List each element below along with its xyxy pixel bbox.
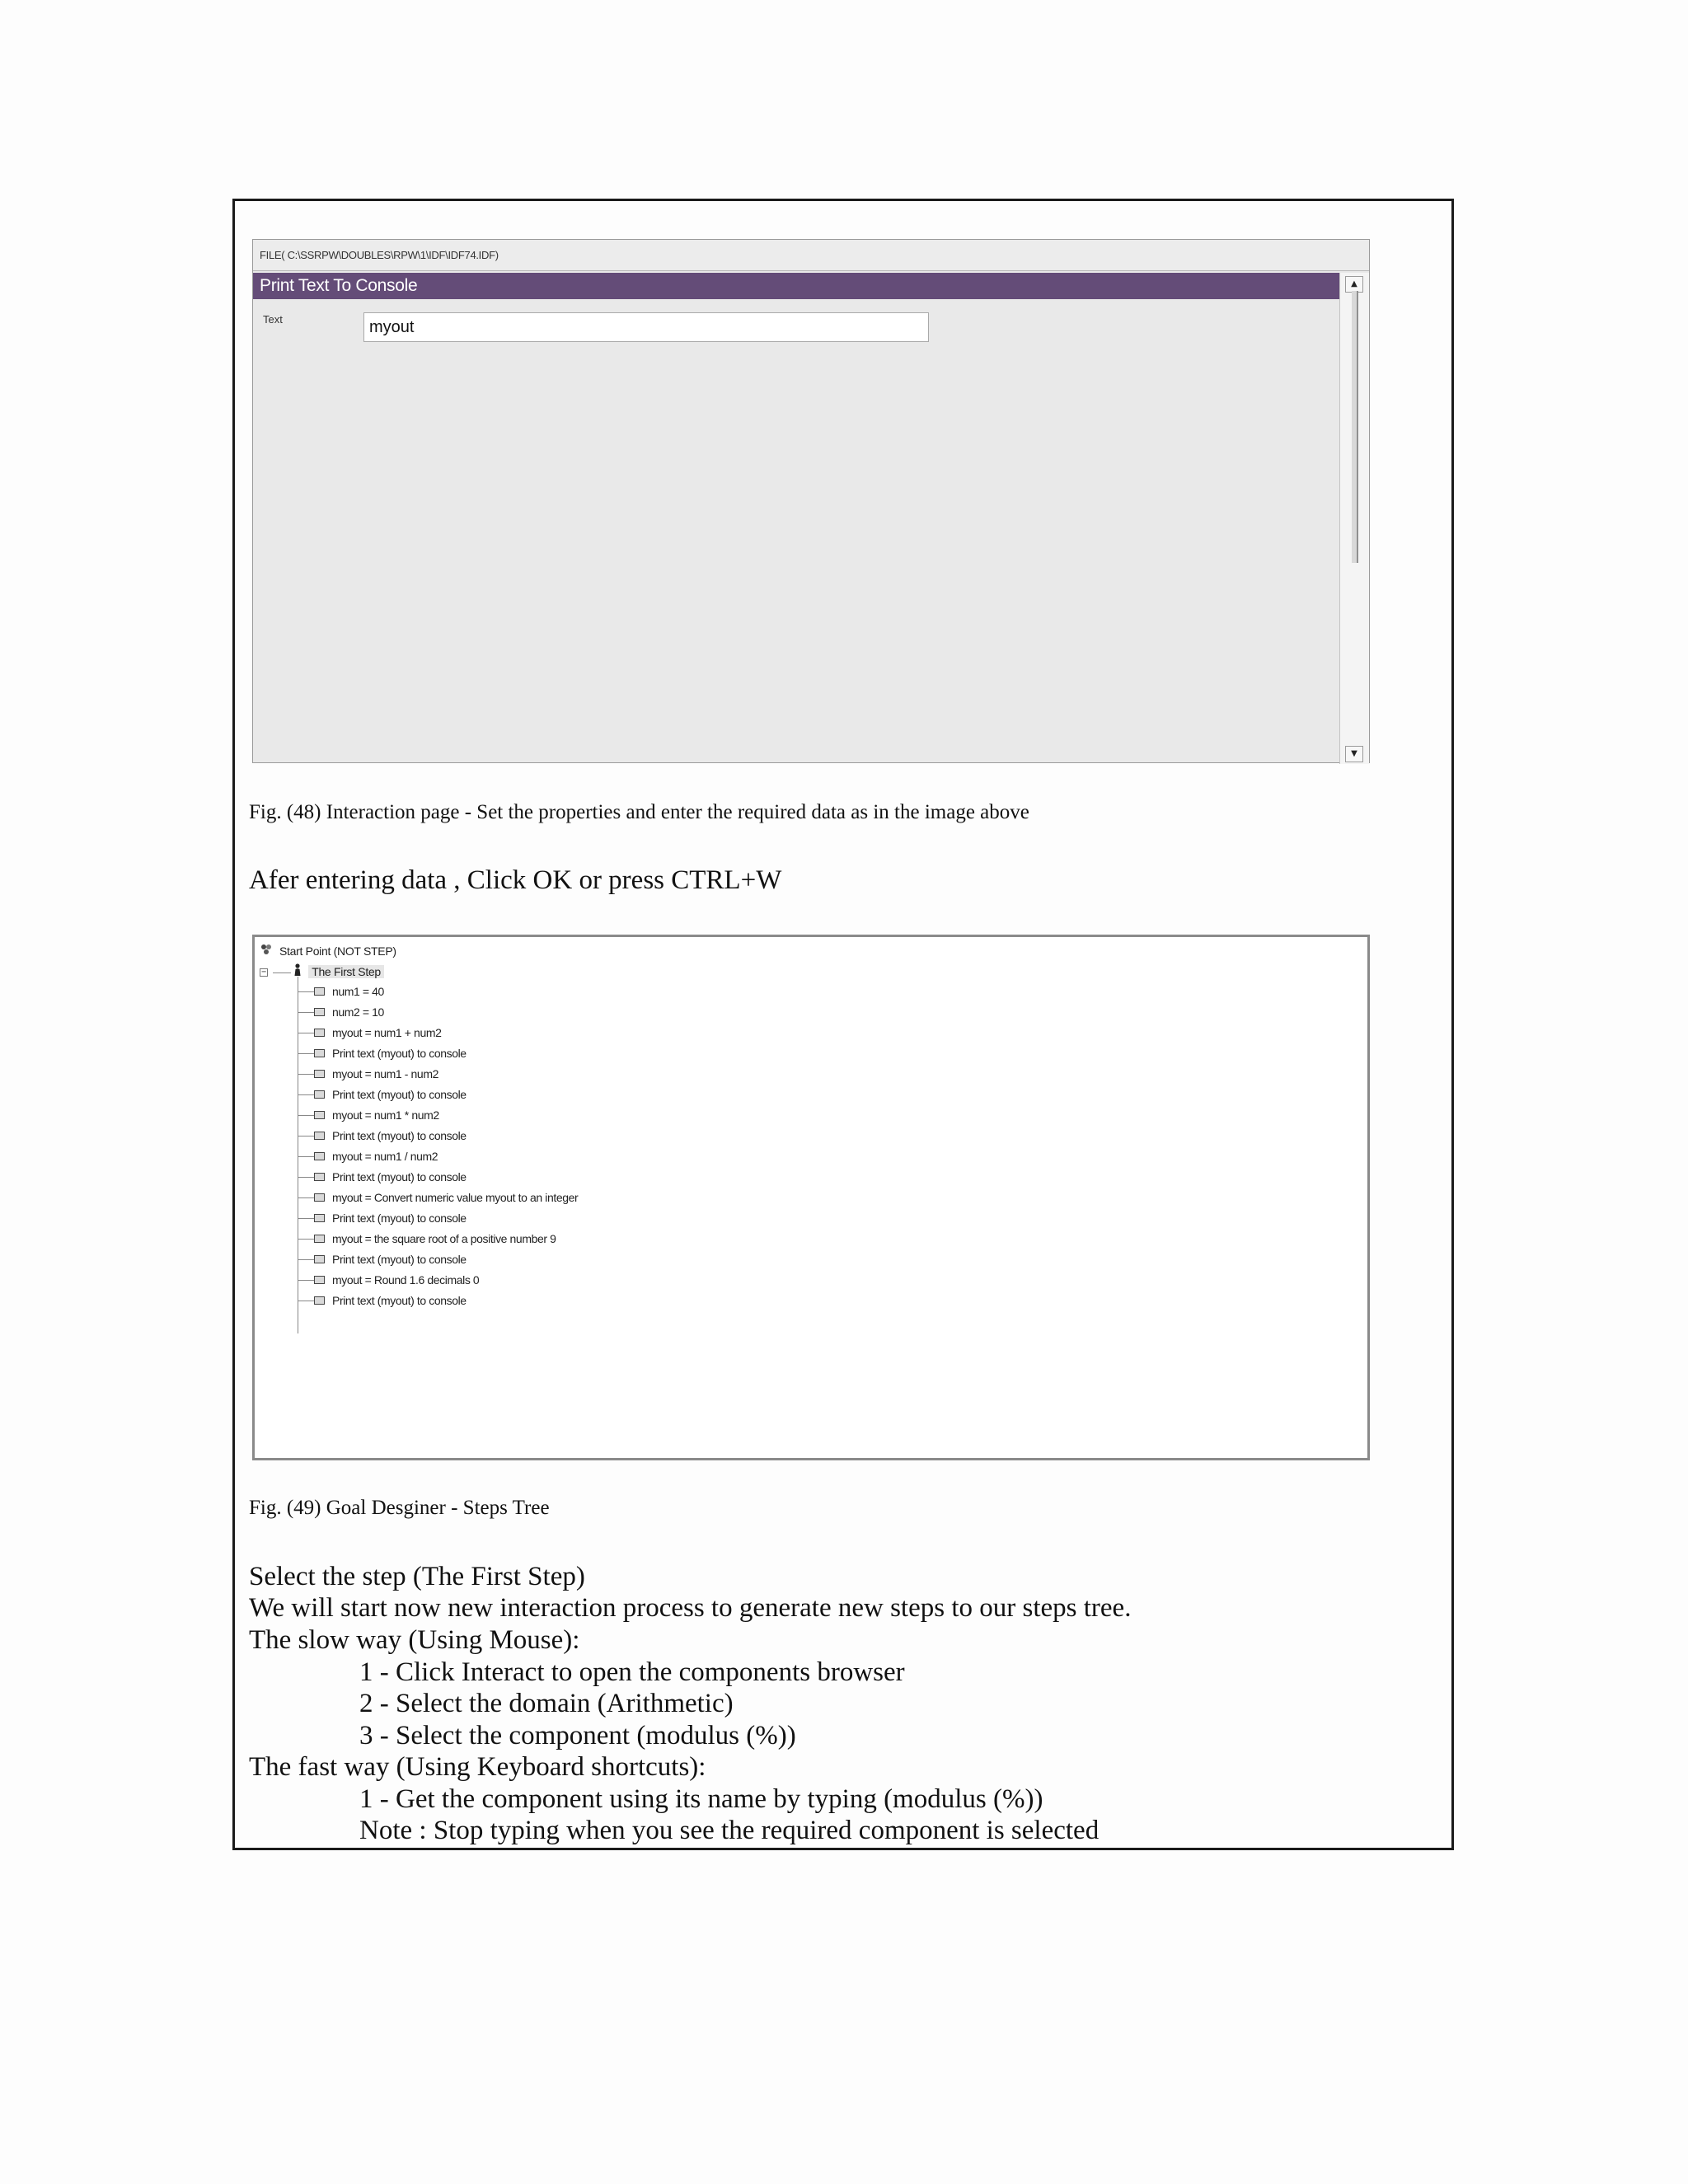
fast-way-heading: The fast way (Using Keyboard shortcuts): bbox=[249, 1752, 706, 1782]
component-step-icon bbox=[314, 1029, 325, 1037]
interaction-page-window bbox=[252, 239, 1370, 763]
vertical-scrollbar[interactable] bbox=[1339, 273, 1369, 764]
tree-step-label: The First Step bbox=[308, 965, 384, 978]
component-step-icon bbox=[314, 987, 325, 996]
instruction-line-2: We will start now new interaction process to generate new steps to our steps tree. bbox=[249, 1593, 1132, 1623]
fast-way-step-1: 1 - Get the component using its name by typing (modulus (%)) bbox=[359, 1784, 1043, 1814]
tree-item[interactable] bbox=[302, 1044, 467, 1062]
tree-item[interactable] bbox=[302, 1291, 467, 1310]
tree-item[interactable] bbox=[302, 1024, 441, 1042]
tree-item[interactable] bbox=[302, 1065, 438, 1083]
tree-item-label: myout = num1 * num2 bbox=[332, 1108, 439, 1122]
tree-item-label: myout = num1 / num2 bbox=[332, 1150, 438, 1163]
slow-way-step-3: 3 - Select the component (modulus (%)) bbox=[359, 1721, 796, 1750]
tree-item[interactable] bbox=[302, 1271, 479, 1289]
scroll-up-arrow-icon[interactable]: ▲ bbox=[1345, 276, 1363, 293]
tree-item[interactable] bbox=[302, 1209, 467, 1227]
start-point-icon bbox=[260, 943, 273, 961]
tree-item-label: Print text (myout) to console bbox=[332, 1129, 467, 1142]
tree-item-label: Print text (myout) to console bbox=[332, 1212, 467, 1225]
tree-item-label: myout = Convert numeric value myout to an integer bbox=[332, 1191, 579, 1204]
scroll-down-arrow-icon[interactable]: ▼ bbox=[1345, 746, 1363, 762]
scrollbar-thumb[interactable] bbox=[1352, 291, 1358, 563]
component-step-icon bbox=[314, 1090, 325, 1099]
tree-item[interactable] bbox=[302, 1250, 467, 1268]
file-path-bar: FILE( C:\SSRPW\DOUBLES\RPW\1\IDF\IDF74.IDF) bbox=[253, 240, 1369, 271]
tree-item-label: myout = num1 - num2 bbox=[332, 1067, 438, 1080]
tree-item-label: num2 = 10 bbox=[332, 1005, 384, 1019]
figure-49-caption: Fig. (49) Goal Desginer - Steps Tree bbox=[249, 1497, 550, 1519]
tree-item[interactable] bbox=[302, 1147, 438, 1165]
tree-item-label: myout = Round 1.6 decimals 0 bbox=[332, 1273, 480, 1286]
component-step-icon bbox=[314, 1214, 325, 1222]
component-step-icon bbox=[314, 1235, 325, 1243]
component-step-icon bbox=[314, 1049, 325, 1057]
component-step-icon bbox=[314, 1276, 325, 1284]
tree-item[interactable] bbox=[302, 1127, 467, 1145]
after-entering-text: Afer entering data , Click OK or press CTRL+W bbox=[249, 865, 782, 895]
tree-item-label: num1 = 40 bbox=[332, 985, 384, 998]
fast-way-note: Note : Stop typing when you see the required component is selected bbox=[359, 1816, 1100, 1845]
component-step-icon bbox=[314, 1070, 325, 1078]
component-step-icon bbox=[314, 1193, 325, 1202]
steps-tree-window bbox=[252, 935, 1370, 1460]
component-step-icon bbox=[314, 1008, 325, 1016]
collapse-minus-icon[interactable]: − bbox=[260, 968, 268, 977]
tree-item-label: myout = num1 + num2 bbox=[332, 1026, 442, 1039]
component-step-icon bbox=[314, 1173, 325, 1181]
component-step-icon bbox=[314, 1132, 325, 1140]
tree-item[interactable] bbox=[302, 1188, 578, 1207]
component-step-icon bbox=[314, 1152, 325, 1160]
tree-item[interactable] bbox=[302, 982, 384, 1001]
tree-item-label: Print text (myout) to console bbox=[332, 1253, 467, 1266]
tree-item[interactable] bbox=[302, 1106, 439, 1124]
dialog-title: Print Text To Console bbox=[253, 273, 1340, 299]
component-step-icon bbox=[314, 1255, 325, 1263]
slow-way-heading: The slow way (Using Mouse): bbox=[249, 1625, 580, 1655]
tree-item[interactable] bbox=[302, 1168, 467, 1186]
tree-item[interactable] bbox=[302, 1230, 556, 1248]
tree-item-label: Print text (myout) to console bbox=[332, 1088, 467, 1101]
text-field-label: Text bbox=[263, 313, 283, 326]
tree-item-label: Print text (myout) to console bbox=[332, 1047, 467, 1060]
tree-root-label: Start Point (NOT STEP) bbox=[279, 944, 396, 958]
tree-item-label: Print text (myout) to console bbox=[332, 1170, 467, 1183]
tree-item[interactable] bbox=[302, 1085, 467, 1104]
component-step-icon bbox=[314, 1111, 325, 1119]
figure-48-caption: Fig. (48) Interaction page - Set the properties and enter the required data as in the image above bbox=[249, 801, 1029, 823]
tree-item-label: Print text (myout) to console bbox=[332, 1294, 467, 1307]
slow-way-step-1: 1 - Click Interact to open the components browser bbox=[359, 1657, 905, 1687]
tree-item[interactable] bbox=[302, 1003, 384, 1021]
instruction-line-1: Select the step (The First Step) bbox=[249, 1562, 585, 1591]
slow-way-step-2: 2 - Select the domain (Arithmetic) bbox=[359, 1689, 734, 1718]
tree-item-label: myout = the square root of a positive number 9 bbox=[332, 1232, 556, 1245]
text-input[interactable] bbox=[363, 312, 929, 342]
tree-root-node[interactable] bbox=[260, 942, 396, 960]
tree-step-node[interactable] bbox=[260, 963, 384, 981]
component-step-icon bbox=[314, 1296, 325, 1305]
